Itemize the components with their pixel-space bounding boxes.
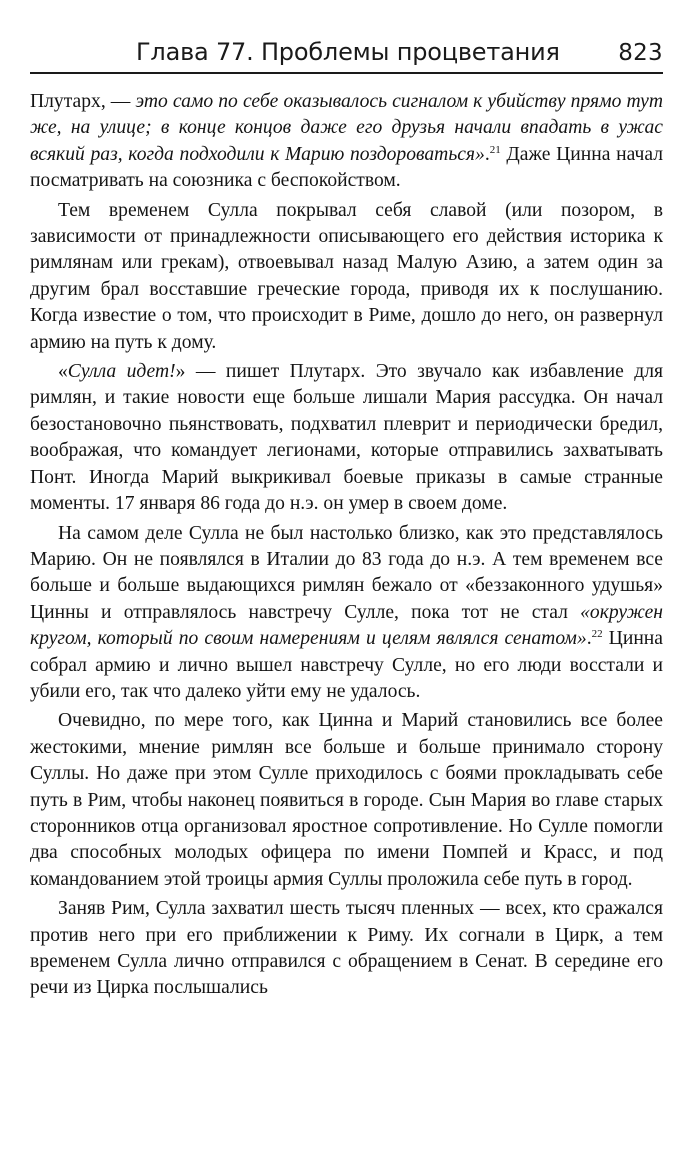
- quotation: Сулла идет!: [67, 361, 176, 383]
- body-text: [30, 89, 663, 1005]
- text-run: «: [58, 361, 68, 383]
- running-header: [30, 26, 663, 66]
- footnote-ref: 22: [591, 628, 603, 641]
- header-rule: [30, 72, 663, 74]
- paragraph: [30, 708, 663, 893]
- text-run: .: [484, 143, 490, 165]
- text-run: На самом деле Сулла не был настолько близко, как это представлялось Марию. Он не появлялся в Италии до 83 года до н.э. А тем временем все больше и больше выдающихся римлян бежало от «беззаконного удушья» Цинны и отправлялось навстречу Сулле, пока тот не стал: [30, 522, 663, 623]
- text-run: » — пишет Плутарх. Это звучало как избавление для римлян, и такие новости еще больше лишали Мария рассудка. Он начал безостановочно пьянствовать, подхватил плеврит и периодически бредил, воображая, что командует легионами, которые отправились захватывать Понт. Иногда Марий выкрикивал боевые приказы в самые странные моменты. 17 января 86 года до н.э. он умер в своем доме.: [30, 361, 663, 515]
- text-run: Тем временем Сулла покрывал себя славой (или позором, в зависимости от принадлежности описывающего его действия историка к римлянам или грекам), отвоевывал назад Малую Азию, а затем один за другим брал восставшие греческие города, приводя их к послушанию. Когда известие о том, что происходит в Риме, дошло до него, он развернул армию на путь к дому.: [30, 199, 663, 353]
- text-run: Цинна собрал армию и лично вышел навстречу Сулле, но его люди восстали и убили его, так что далеко уйти ему не удалось.: [30, 628, 663, 702]
- chapter-title: Глава 77. Проблемы процветания: [136, 38, 560, 66]
- text-run: .: [586, 628, 592, 650]
- paragraph: [30, 359, 663, 517]
- text-run: Плутарх, —: [30, 91, 136, 112]
- text-run: Заняв Рим, Сулла захватил шесть тысяч пленных — всех, кто сражался против него при его приближении к Риму. Их согнали в Цирк, а тем временем Сулла лично отправился с обращением в Сенат. В середине его речи из Цирка послышались: [30, 898, 663, 999]
- paragraph: [30, 896, 663, 1002]
- paragraph: [30, 89, 663, 195]
- footnote-ref: 21: [489, 143, 501, 156]
- paragraph: [30, 521, 663, 706]
- quotation: «окружен кругом, который по своим намерениям и целям являлся сенатом»: [30, 601, 663, 650]
- text-run: Даже Цинна начал посматривать на союзника с беспокойством.: [30, 143, 663, 192]
- quotation: это само по себе оказывалось сигналом к убийству прямо тут же, на улице; в конце концов даже его друзья начали впадать в ужас всякий раз, когда подходили к Марию поздороваться»: [30, 91, 664, 165]
- paragraph: [30, 198, 663, 356]
- text-run: Очевидно, по мере того, как Цинна и Марий становились все более жестокими, мнение римлян все больше и больше принимало сторону Суллы. Но даже при этом Сулле приходилось с боями прокладывать себе путь в Рим, чтобы наконец появиться в городе. Сын Мария во главе старых сторонников отца организовал яростное сопротивление. Но Сулле помогли два способных молодых офицера по имени Помпей и Красс, и под командованием этой троицы армия Суллы проложила себе путь в город.: [30, 710, 663, 890]
- page-number: 823: [618, 40, 663, 66]
